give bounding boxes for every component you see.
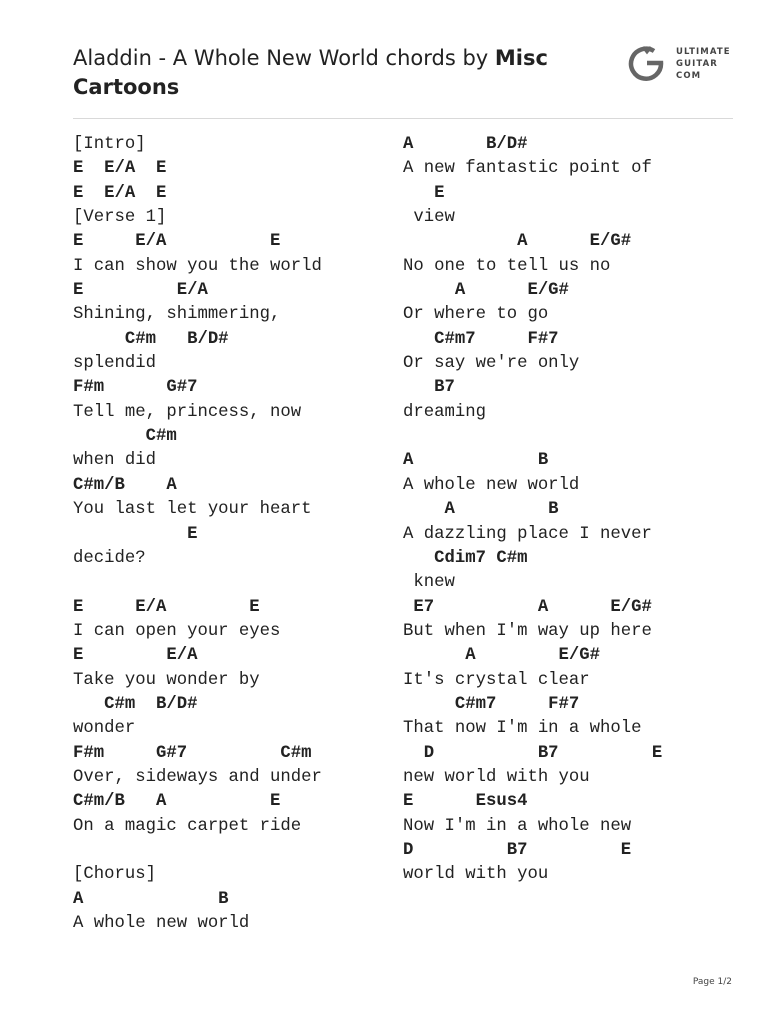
chord-line: E [73,524,198,544]
chord-line: C#m7 F#7 [403,694,580,714]
chord-line: C#m7 F#7 [403,329,559,349]
right-lyrics-column [403,133,662,888]
lyric-line: I can open your eyes [73,621,281,641]
logo-line-1: ULTIMATE [676,47,731,57]
left-lyrics-column [73,133,322,936]
lyric-line: A whole new world [73,914,250,933]
chord-line: E E/A E [73,597,260,617]
lyric-line: [Chorus] [73,865,156,885]
chord-line: C#m/B A E [73,792,281,812]
chord-line: C#m B/D# [73,694,198,714]
chord-line: E E/A [73,646,198,666]
lyric-line: splendid [73,354,156,374]
lyric-line: view [403,208,455,228]
lyric-line: [Verse 1] [73,208,167,228]
title-prefix: Aladdin - A Whole New World chords by [73,46,495,70]
lyric-line: On a magic carpet ride [73,816,302,836]
lyric-line: new world with you [403,767,590,787]
artist-name: Misc Cartoons [73,46,548,99]
chord-line: A B/D# [403,135,528,154]
chord-line: E Esus4 [403,792,528,812]
lyric-line: decide? [73,548,146,568]
logo-wordmark [676,46,731,82]
page-number: Page 1/2 [692,977,732,987]
chord-line: B7 [403,378,455,398]
lyric-line: A whole new world [403,475,580,495]
lyric-line: Now I'm in a whole new [403,816,632,836]
lyric-line: Or where to go [403,305,549,325]
lyric-line: Over, sideways and under [73,767,322,787]
lyric-line: dreaming [403,402,486,422]
chord-line: Cdim7 C#m [403,548,528,568]
page-title [73,44,593,102]
chord-line: E E/A E [73,159,167,179]
lyric-line: knew [403,573,455,593]
lyric-line: But when I'm way up here [403,621,652,641]
chord-line: E E/A [73,281,208,301]
lyric-line [403,425,662,449]
lyric-line: when did [73,451,156,471]
lyric-line: A new fantastic point of [403,159,652,179]
lyric-line: world with you [403,865,549,885]
lyric-line: No one to tell us no [403,256,611,276]
chord-line: C#m/B A [73,475,177,495]
chord-line: D B7 E [403,743,663,763]
lyric-line: Or say we're only [403,354,580,374]
ug-logo-icon [627,44,667,84]
chord-line: C#m [73,427,177,447]
lyric-line: I can show you the world [73,256,322,276]
chord-line: C#m B/D# [73,329,229,349]
logo-line-3: COM [676,71,702,81]
lyric-line: It's crystal clear [403,670,590,690]
lyric-line: A dazzling place I never [403,524,652,544]
lyric-line: You last let your heart [73,500,312,520]
chord-line: F#m G#7 [73,378,198,398]
chord-line: E [403,183,445,203]
chord-line: A E/G# [403,232,632,252]
lyric-line [73,571,322,595]
lyric-line [73,839,322,863]
logo-line-2: GUITAR [676,59,718,69]
ultimate-guitar-logo[interactable] [627,44,737,84]
lyric-line: Take you wonder by [73,670,260,690]
lyric-line: Shining, shimmering, [73,305,281,325]
chord-line: A B [403,500,559,520]
chord-line: A B [403,451,549,471]
chord-line: A B [73,889,229,909]
chord-line: E E/A E [73,183,167,203]
page-header [73,44,733,119]
lyric-line: That now I'm in a whole [403,719,642,739]
lyric-line: [Intro] [73,135,146,154]
chord-line: F#m G#7 C#m [73,743,312,763]
chord-line: E E/A E [73,232,281,252]
chord-line: E7 A E/G# [403,597,652,617]
chord-line: A E/G# [403,646,601,666]
chord-line: A E/G# [403,281,569,301]
lyric-line: wonder [73,719,136,739]
chord-line: D B7 E [403,840,632,860]
lyric-line: Tell me, princess, now [73,402,302,422]
